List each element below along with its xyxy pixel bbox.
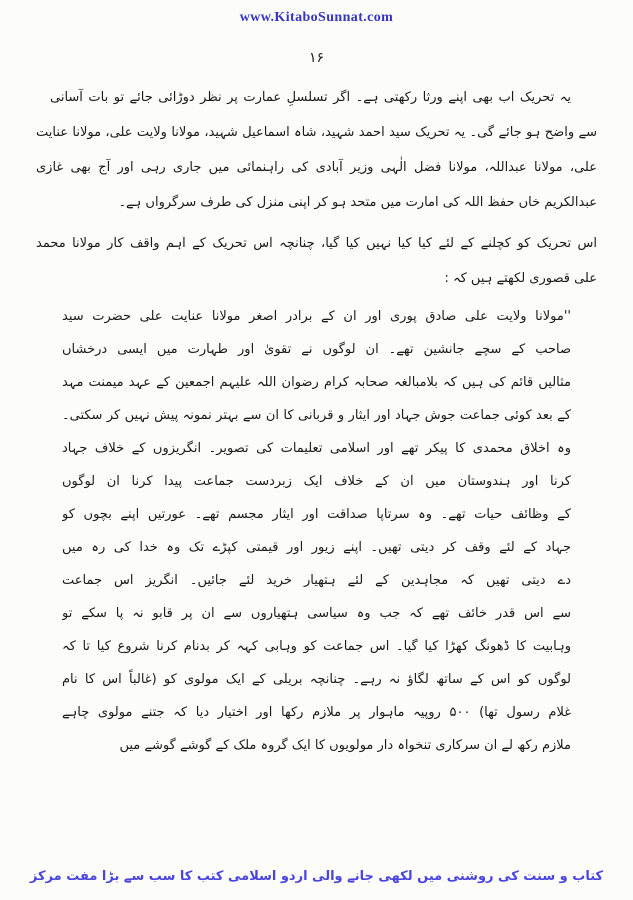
text-line: علی، مولانا عبداللہ، مولانا فضل الٰہی وزیر آبادی کی راہنمائی میں جاری رہی اور آج بھی غازی — [36, 160, 597, 175]
text-line: عبدالکریم خاں حفظ اللہ کی امارت میں متحد ہو کر اپنی منزل کی طرف سرگرواں ہے۔ — [118, 195, 597, 210]
quote-line: وہ اخلاق محمدی کا پیکر تھے اور اسلامی تعلیمات کی تصویر۔ انگریزوں کے خلاف جہاد — [62, 441, 571, 456]
paragraph-2 — [36, 226, 597, 296]
footer-slogan: کتاب و سنت کی روشنی میں لکھی جانے والی اردو اسلامی کتب کا سب سے بڑا مفت مرکز — [29, 869, 604, 884]
quote-line: لوگوں کو اس کے ساتھ لگاؤ نہ رہے۔ چنانچہ بریلی کے ایک مولوی کو (غالباً اس کا نام — [62, 672, 571, 687]
quote-line: کرنا اور ہندوستان میں ان کے خلاف ایک زبردست جماعت پیدا کرنا ان لوگوں — [62, 474, 571, 489]
quote-line: کے وظائف حیات تھے۔ وہ سرتاپا صداقت اور ایثار مجسم تھے۔ عورتیں اپنے بچوں کو — [62, 507, 571, 522]
quote-line: دے دیتی تھیں کہ مجاہدین کے لئے ہتھیار خرید لئے جائیں۔ انگریز اس جماعت — [62, 573, 571, 588]
quote-line: کے بعد کوئی جماعت جوش جہاد اور ایثار و قربانی کا ان سے بہتر نمونہ پیش نہیں کر سکتی۔ — [62, 408, 571, 423]
quote-line: جہاد کے لئے وقف کر دیتی تھیں۔ اپنے زیور اور قیمتی کپڑے تک وہ خدا کی رہ میں — [62, 540, 571, 555]
quote-line: مثالیں قائم کی ہیں کہ بلامبالغہ صحابہ کرام رضوان اللہ علیہم اجمعین کے عہد میمنت مہد — [62, 375, 571, 390]
page-number: ۱۶ — [308, 50, 325, 66]
text-line: اس تحریک کو کچلنے کے لئے کیا کیا نہیں کیا گیا، چنانچہ اس تحریک کے اہم واقف کار مولانا محمد — [36, 236, 597, 251]
paragraph-1 — [36, 80, 597, 220]
page-body-text — [36, 80, 597, 762]
quote-line: ملازم رکھ لے ان سرکاری تنخواہ دار مولویوں کا ایک گروہ ملک کے گوشے گوشے میں — [119, 738, 571, 753]
text-line: علی قصوری لکھتے ہیں کہ : — [444, 271, 597, 286]
quote-line: سے اس قدر خائف تھے کہ جب وہ سیاسی ہتھیاروں سے ان پر قابو نہ پا سکے تو — [62, 606, 571, 621]
header-website-url: www.KitaboSunnat.com — [239, 10, 394, 25]
text-line: یہ تحریک اب بھی اپنے ورثا رکھتی ہے۔ اگر تسلسلِ عمارت پر نظر دوڑائی جائے تو بات آسانی — [50, 90, 571, 105]
quote-line: ''مولانا ولایت علی صادق پوری اور ان کے برادر اصغر مولانا عنایت علی حضرت سید — [62, 309, 571, 324]
text-line: سے واضح ہو جائے گی۔ یہ تحریک سید احمد شہید، شاہ اسماعیل شہید، مولانا ولایت علی، مولانا عنایت — [36, 125, 597, 140]
quote-line: غلام رسول تھا) ۵۰۰ روپیہ ماہوار پر ملازم رکھا اور اختیار دیا کہ جتنے مولوی چاہے — [62, 705, 571, 720]
quotation-block — [62, 300, 571, 762]
quote-line: وہابیت کا ڈھونگ کھڑا کیا گیا۔ اس جماعت کو وہابی کہہ کر بدنام کرنا شروع کیا تا کہ — [62, 639, 571, 654]
quote-line: صاحب کے سچے جانشین تھے۔ ان لوگوں نے تقویٰ اور طہارت میں ایسی درخشاں — [62, 342, 571, 357]
